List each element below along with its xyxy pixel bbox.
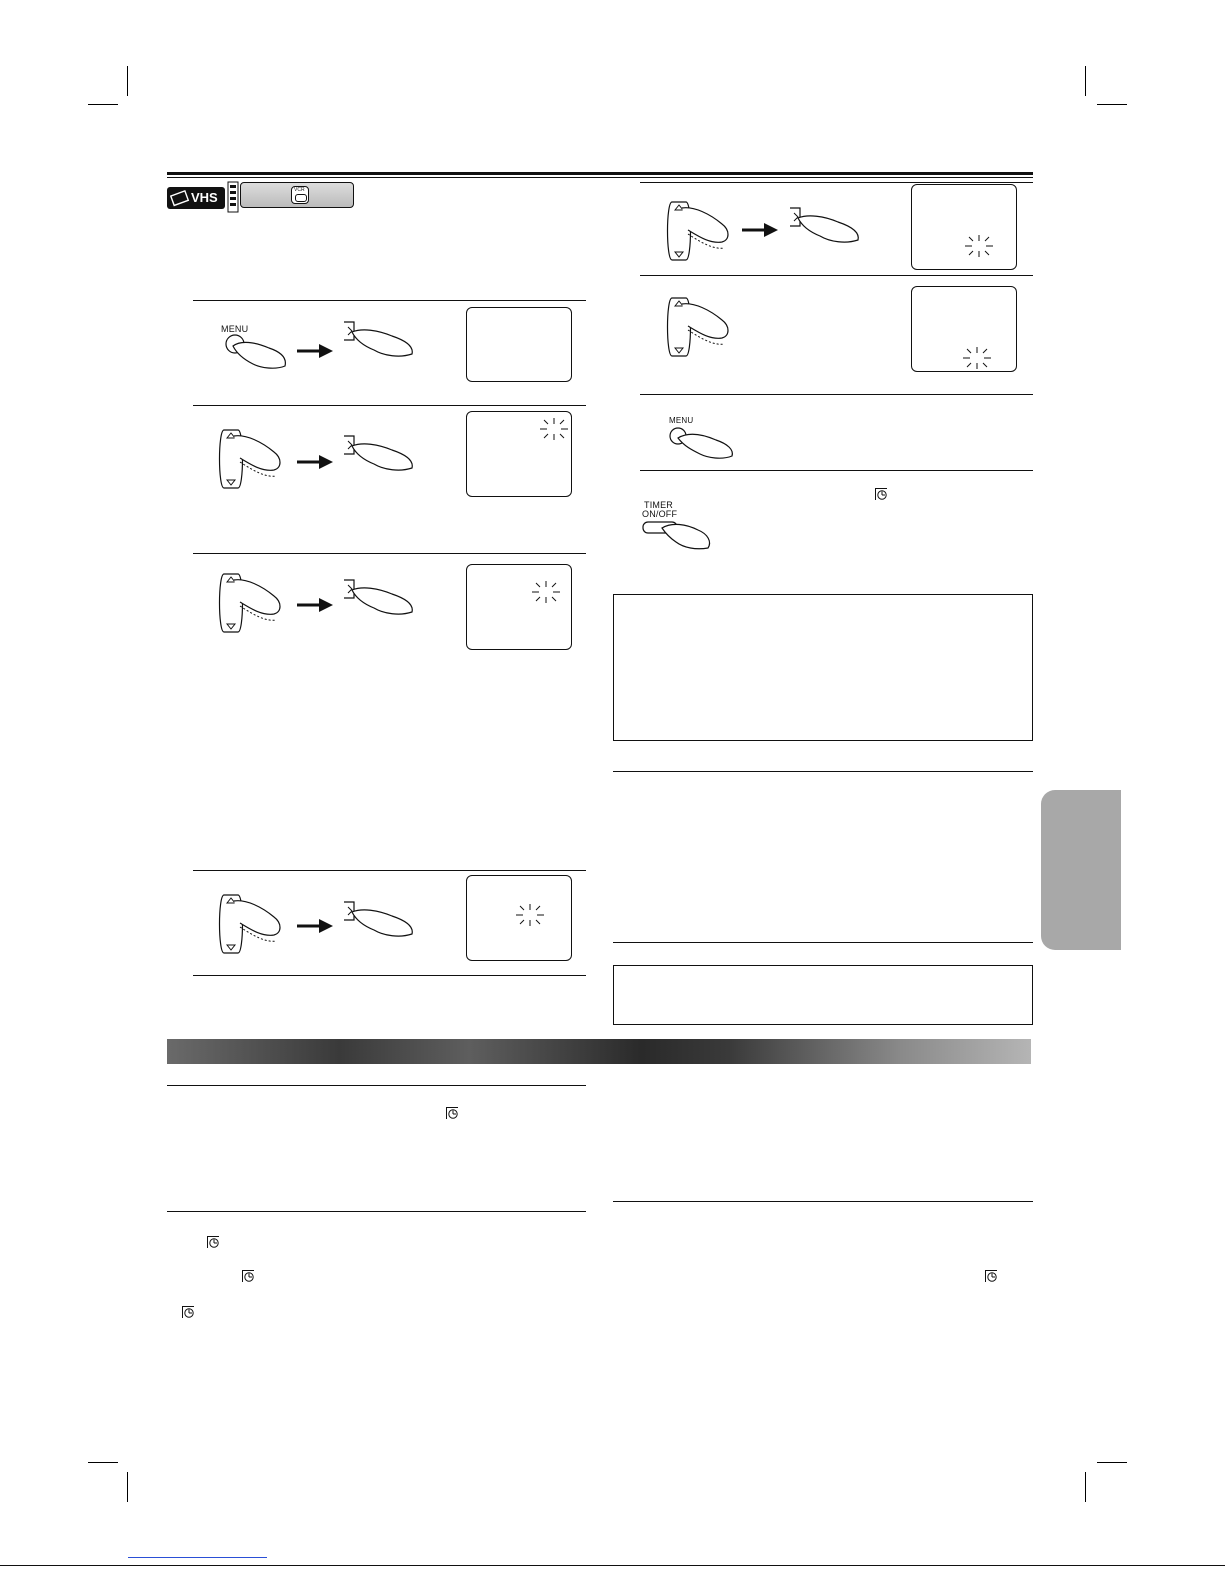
- vhs-badge: [167, 187, 225, 209]
- clock-icon: [242, 1270, 254, 1282]
- top-rule: [167, 172, 1033, 175]
- section-rule: [613, 942, 1033, 943]
- section-rule: [613, 1201, 1033, 1202]
- tv-screen: [466, 307, 572, 382]
- blink-icon: [962, 233, 996, 259]
- link-underline[interactable]: [128, 1557, 267, 1558]
- vcr-label: VCR: [294, 187, 305, 193]
- up-down-dial-hand-icon[interactable]: [666, 296, 734, 358]
- arrow-right-icon: [297, 455, 333, 469]
- crop-mark: [1097, 1462, 1127, 1463]
- crop-mark: [127, 66, 128, 96]
- note-box: [613, 965, 1033, 1025]
- tv-screen: [911, 286, 1017, 372]
- remote-icon: [227, 181, 239, 213]
- on-off-label: ON/OFF: [642, 509, 678, 519]
- menu-label: MENU: [669, 416, 694, 425]
- section-rule: [167, 1211, 586, 1212]
- step-divider: [193, 870, 586, 871]
- right-button-hand-icon[interactable]: [342, 576, 418, 618]
- section-rule: [613, 771, 1033, 772]
- clock-icon: [446, 1107, 458, 1119]
- up-down-dial-hand-icon[interactable]: [218, 572, 286, 634]
- step-divider: [640, 470, 1033, 471]
- step-divider: [193, 300, 586, 301]
- hand-press-icon: [640, 500, 720, 552]
- vcr-button-face: [295, 194, 307, 202]
- blink-icon: [529, 579, 563, 605]
- note-box: [613, 594, 1033, 741]
- menu-label: MENU: [221, 324, 249, 334]
- arrow-right-icon: [297, 919, 333, 933]
- up-down-dial-hand-icon[interactable]: [218, 428, 286, 490]
- blink-icon: [537, 416, 571, 442]
- up-down-dial-hand-icon[interactable]: [666, 200, 734, 262]
- right-button-hand-icon[interactable]: [788, 204, 864, 246]
- step-divider: [193, 405, 586, 406]
- clock-icon: [182, 1306, 194, 1318]
- crop-mark: [127, 1472, 128, 1502]
- vhs-label: VHS: [191, 190, 218, 205]
- arrow-right-icon: [742, 223, 778, 237]
- hand-press-icon: [219, 322, 299, 372]
- timer-on-off-button-graphic[interactable]: [640, 500, 720, 552]
- side-tab: [1041, 790, 1121, 950]
- right-button-hand-icon[interactable]: [342, 318, 418, 360]
- clock-icon: [985, 1270, 997, 1282]
- tv-screen: [466, 411, 572, 497]
- vcr-mode-button-panel: [240, 182, 354, 208]
- step-divider: [640, 275, 1033, 276]
- arrow-right-icon: [297, 344, 333, 358]
- bottom-rule: [0, 1565, 1225, 1566]
- right-button-hand-icon[interactable]: [342, 898, 418, 940]
- hand-press-icon: [668, 416, 748, 462]
- tv-screen: [466, 564, 572, 650]
- blink-icon: [960, 345, 994, 371]
- section-rule: [167, 1085, 586, 1086]
- menu-button-graphic[interactable]: [219, 322, 299, 372]
- section-header-bar: [167, 1039, 1031, 1064]
- step-divider: [193, 553, 586, 554]
- timer-label: TIMER: [644, 500, 673, 510]
- clock-icon: [875, 488, 887, 500]
- step-divider: [193, 975, 586, 976]
- arrow-right-icon: [297, 598, 333, 612]
- right-button-hand-icon[interactable]: [342, 432, 418, 474]
- crop-mark: [1085, 66, 1086, 96]
- tv-screen: [466, 875, 572, 961]
- vcr-button[interactable]: [291, 186, 309, 204]
- crop-mark: [88, 1462, 118, 1463]
- crop-mark: [1085, 1472, 1086, 1502]
- tv-screen: [911, 184, 1017, 270]
- up-down-dial-hand-icon[interactable]: [218, 893, 286, 955]
- step-divider: [640, 394, 1033, 395]
- top-rule-thin: [167, 177, 1033, 178]
- step-divider: [640, 182, 1033, 183]
- crop-mark: [1097, 104, 1127, 105]
- cassette-icon: [170, 189, 190, 207]
- crop-mark: [88, 104, 118, 105]
- blink-icon: [513, 902, 547, 928]
- menu-button-graphic[interactable]: [668, 416, 748, 462]
- clock-icon: [207, 1236, 219, 1248]
